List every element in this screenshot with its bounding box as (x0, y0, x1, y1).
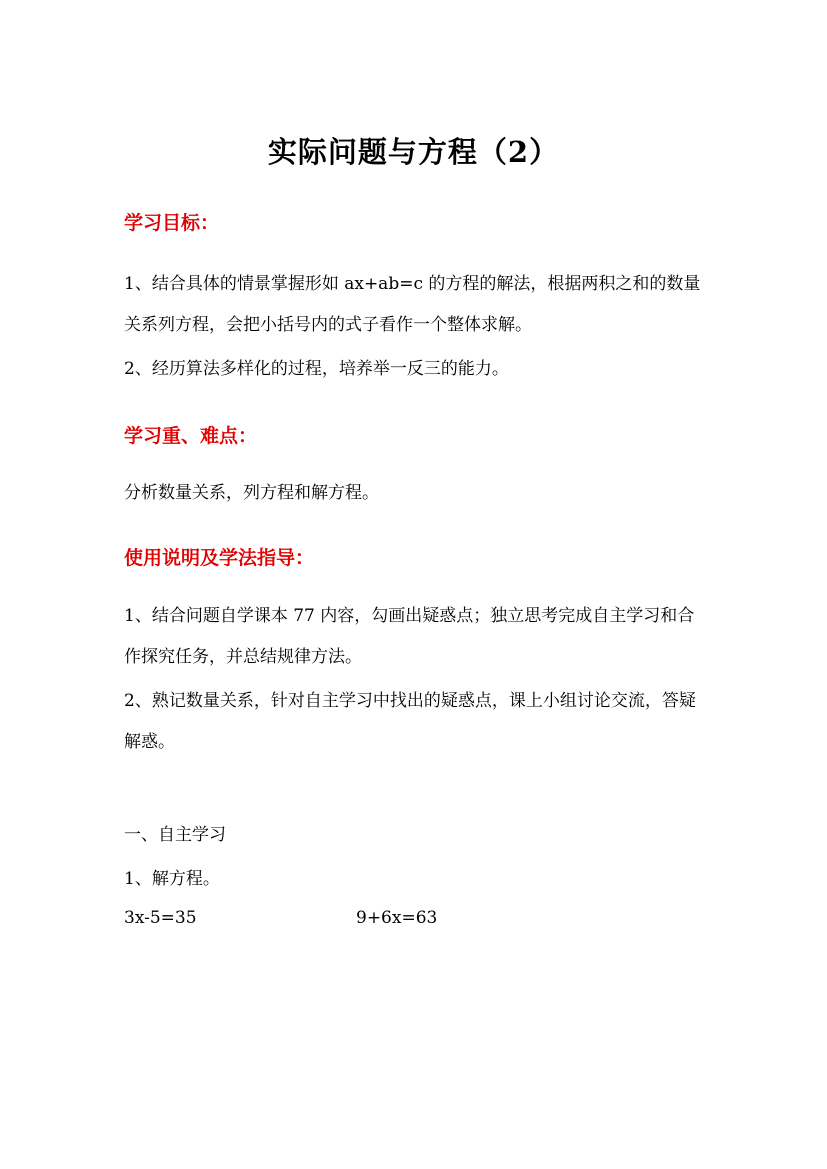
equation-1: 3x-5=35 (124, 908, 197, 928)
objective-item-1: 1、结合具体的情景掌握形如 ax+ab=c 的方程的解法，根据两积之和的数量关系列方程，会把小括号内的式子看作一个整体求解。 (124, 274, 701, 335)
key-points-text: 分析数量关系，列方程和解方程。 (124, 483, 379, 503)
instructions-heading: 使用说明及学法指导： (124, 547, 315, 569)
document-title: 实际问题与方程（2） (267, 135, 560, 169)
objective-item-2: 2、经历算法多样化的过程，培养举一反三的能力。 (124, 359, 509, 379)
key-points-heading: 学习重、难点： (124, 425, 258, 447)
self-study-heading: 一、自主学习 (124, 825, 226, 845)
objectives-heading: 学习目标： (124, 212, 220, 234)
instruction-item-2: 2、熟记数量关系，针对自主学习中找出的疑惑点，课上小组讨论交流，答疑解惑。 (124, 691, 696, 752)
instruction-item-1: 1、结合问题自学课本 77 内容，勾画出疑惑点；独立思考完成自主学习和合作探究任务，并总结规律方法。 (124, 606, 695, 667)
self-study-task: 1、解方程。 (124, 869, 220, 889)
equation-2: 9+6x=63 (356, 908, 438, 928)
